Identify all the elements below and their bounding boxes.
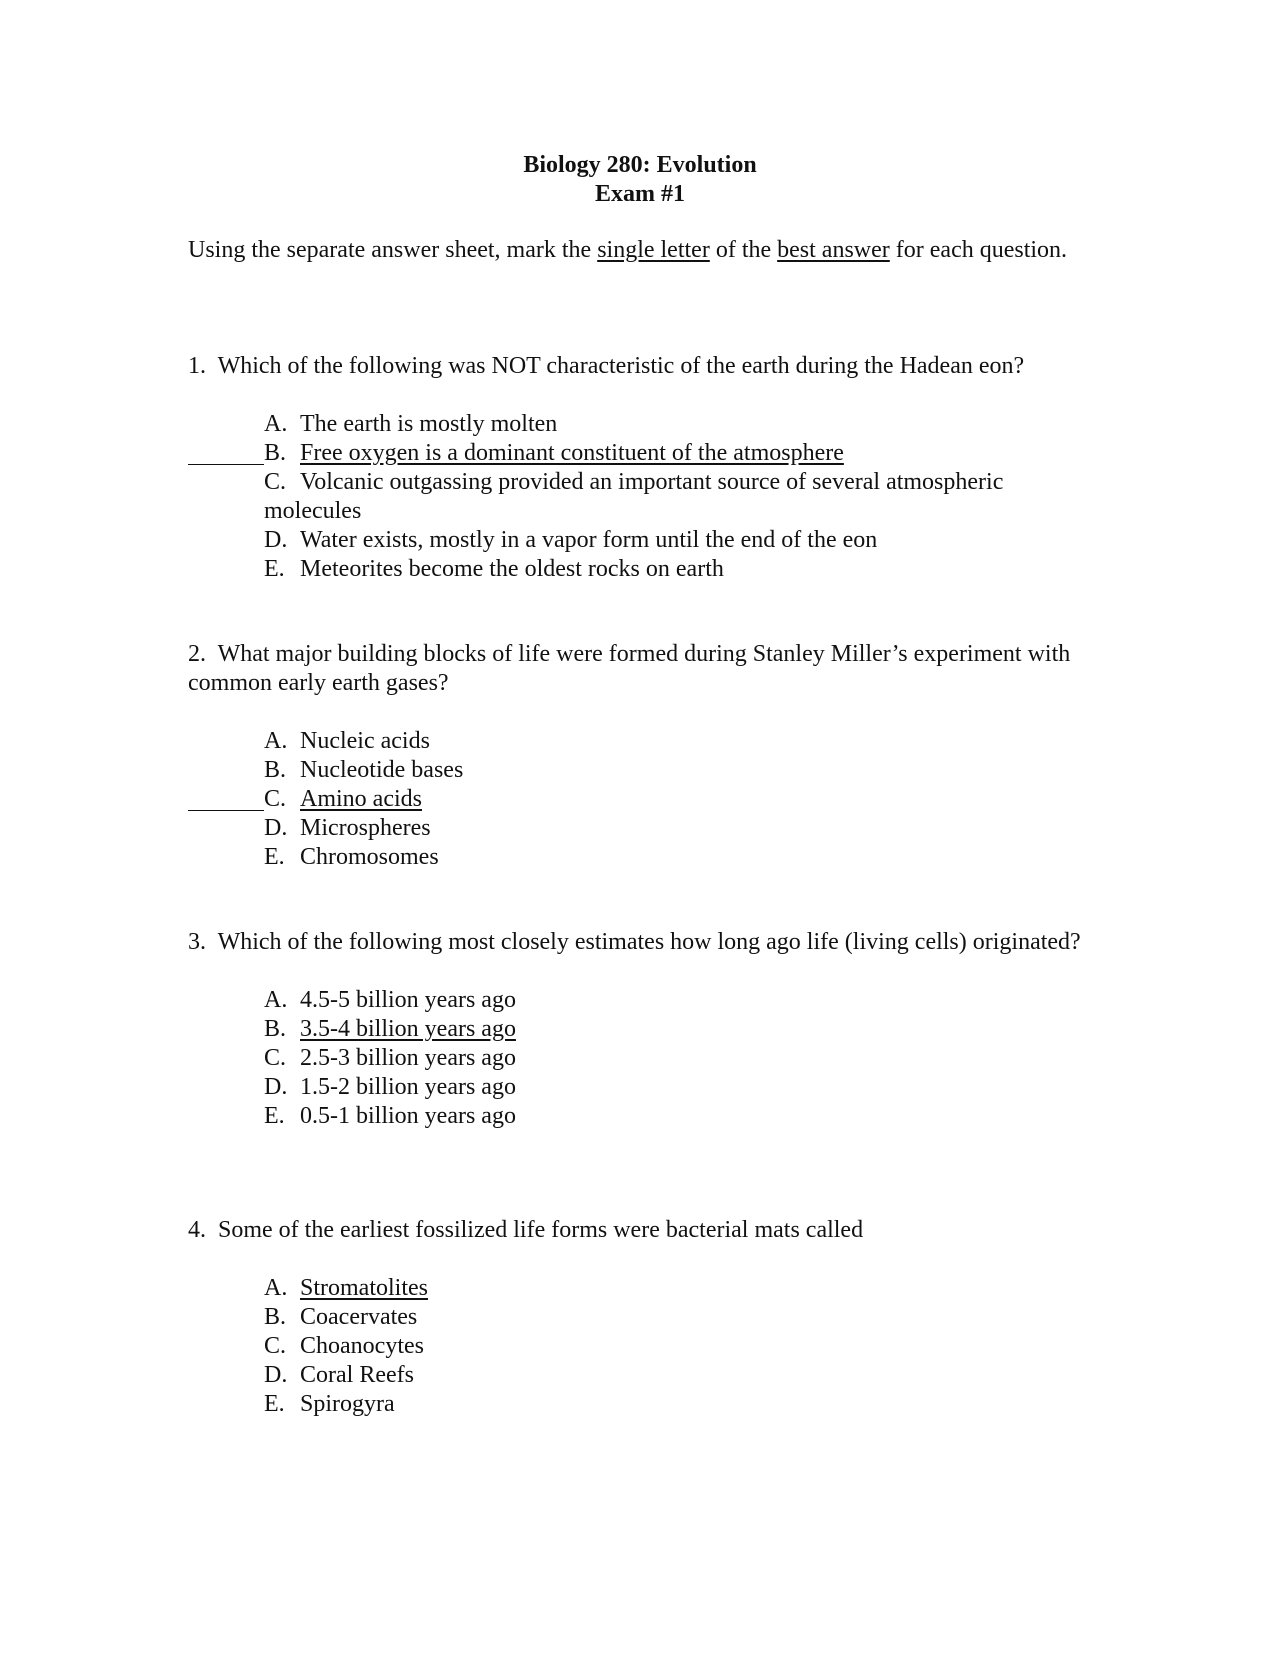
instructions-text-middle: of the xyxy=(709,237,778,263)
answer-blank-line xyxy=(188,464,264,465)
option-text: Meteorites become the oldest rocks on earth xyxy=(300,556,724,582)
option-e xyxy=(188,1102,1040,1131)
answer-blank-line xyxy=(188,810,264,811)
option-text: Coacervates xyxy=(300,1304,418,1330)
option-e xyxy=(188,843,1040,872)
option-d xyxy=(188,814,1040,843)
exam-title: Exam #1 xyxy=(595,181,685,207)
question-number: 1. xyxy=(188,353,206,379)
option-letter: B. xyxy=(264,757,287,783)
option-text: Amino acids xyxy=(300,786,422,812)
option-text: Coral Reefs xyxy=(300,1362,414,1388)
question-text xyxy=(188,640,1088,698)
course-title: Biology 280: Evolution xyxy=(523,152,757,178)
option-text: 1.5-2 billion years ago xyxy=(300,1074,516,1100)
option-a xyxy=(188,986,1040,1015)
question-text xyxy=(188,1216,1088,1245)
question-number: 3. xyxy=(188,929,206,955)
option-text: Choanocytes xyxy=(300,1333,424,1359)
instructions-text-before: Using the separate answer sheet, mark the xyxy=(188,237,598,263)
option-c xyxy=(188,1044,1040,1073)
option-letter: C. xyxy=(264,1045,287,1071)
option-text: Chromosomes xyxy=(300,844,439,870)
question-number: 2. xyxy=(188,641,206,667)
option-letter: C. xyxy=(264,786,287,812)
option-letter: A. xyxy=(264,987,288,1013)
option-text: Spirogyra xyxy=(300,1391,395,1417)
question-prompt: Which of the following most closely estimates how long ago life (living cells) originated? xyxy=(217,929,1081,955)
option-text: Nucleic acids xyxy=(300,728,430,754)
option-text: Microspheres xyxy=(300,815,431,841)
option-letter: A. xyxy=(264,411,288,437)
question-1 xyxy=(188,352,1088,584)
option-d xyxy=(188,1073,1040,1102)
option-e xyxy=(188,555,1040,584)
option-b xyxy=(188,1015,1040,1044)
option-e xyxy=(188,1390,1040,1419)
instructions-emphasis-single-letter: single letter xyxy=(597,237,710,263)
option-letter: D. xyxy=(264,1074,288,1100)
option-d xyxy=(188,526,1040,555)
question-prompt: Which of the following was NOT characteristic of the earth during the Hadean eon? xyxy=(217,353,1025,379)
option-letter: E. xyxy=(264,844,285,870)
question-number: 4. xyxy=(188,1217,206,1243)
option-c xyxy=(188,785,1040,814)
option-a xyxy=(188,727,1040,756)
question-3 xyxy=(188,928,1088,1131)
option-letter: D. xyxy=(264,527,288,553)
option-text: Stromatolites xyxy=(300,1275,428,1301)
question-prompt: What major building blocks of life were formed during Stanley Miller’s experiment with common early earth gases? xyxy=(188,641,1071,696)
option-text: 4.5-5 billion years ago xyxy=(300,987,516,1013)
option-letter: B. xyxy=(264,1304,287,1330)
option-b xyxy=(188,1303,1040,1332)
option-d xyxy=(188,1361,1040,1390)
option-letter: A. xyxy=(264,728,288,754)
option-letter: E. xyxy=(264,1103,285,1129)
option-text: 2.5-3 billion years ago xyxy=(300,1045,516,1071)
instructions xyxy=(188,236,1088,265)
question-text xyxy=(188,928,1088,957)
option-c xyxy=(188,1332,1040,1361)
option-text: Volcanic outgassing provided an important source of several atmospheric molecules xyxy=(264,469,1004,524)
option-text: 3.5-4 billion years ago xyxy=(300,1016,516,1042)
option-letter: D. xyxy=(264,1362,288,1388)
option-letter: B. xyxy=(264,440,287,466)
option-letter: B. xyxy=(264,1016,287,1042)
option-text: Nucleotide bases xyxy=(300,757,464,783)
option-text: 0.5-1 billion years ago xyxy=(300,1103,516,1129)
question-text xyxy=(188,352,1088,381)
option-a xyxy=(188,410,1040,439)
answer-options xyxy=(188,1274,1088,1419)
answer-options xyxy=(188,410,1088,584)
option-letter: C. xyxy=(264,469,287,495)
option-text: The earth is mostly molten xyxy=(300,411,558,437)
question-4 xyxy=(188,1216,1088,1419)
option-c xyxy=(188,468,1040,526)
option-text: Free oxygen is a dominant constituent of the atmosphere xyxy=(300,440,844,466)
instructions-emphasis-best-answer: best answer xyxy=(777,237,890,263)
option-a xyxy=(188,1274,1040,1303)
option-letter: E. xyxy=(264,556,285,582)
instructions-text-after: for each question. xyxy=(889,237,1068,263)
answer-options xyxy=(188,727,1088,872)
answer-options xyxy=(188,986,1088,1131)
option-letter: D. xyxy=(264,815,288,841)
option-b xyxy=(188,756,1040,785)
option-letter: A. xyxy=(264,1275,288,1301)
option-b xyxy=(188,439,1040,468)
question-prompt: Some of the earliest fossilized life forms were bacterial mats called xyxy=(218,1217,864,1243)
option-letter: C. xyxy=(264,1333,287,1359)
question-2 xyxy=(188,640,1088,872)
option-letter: E. xyxy=(264,1391,285,1417)
option-text: Water exists, mostly in a vapor form until the end of the eon xyxy=(300,527,878,553)
